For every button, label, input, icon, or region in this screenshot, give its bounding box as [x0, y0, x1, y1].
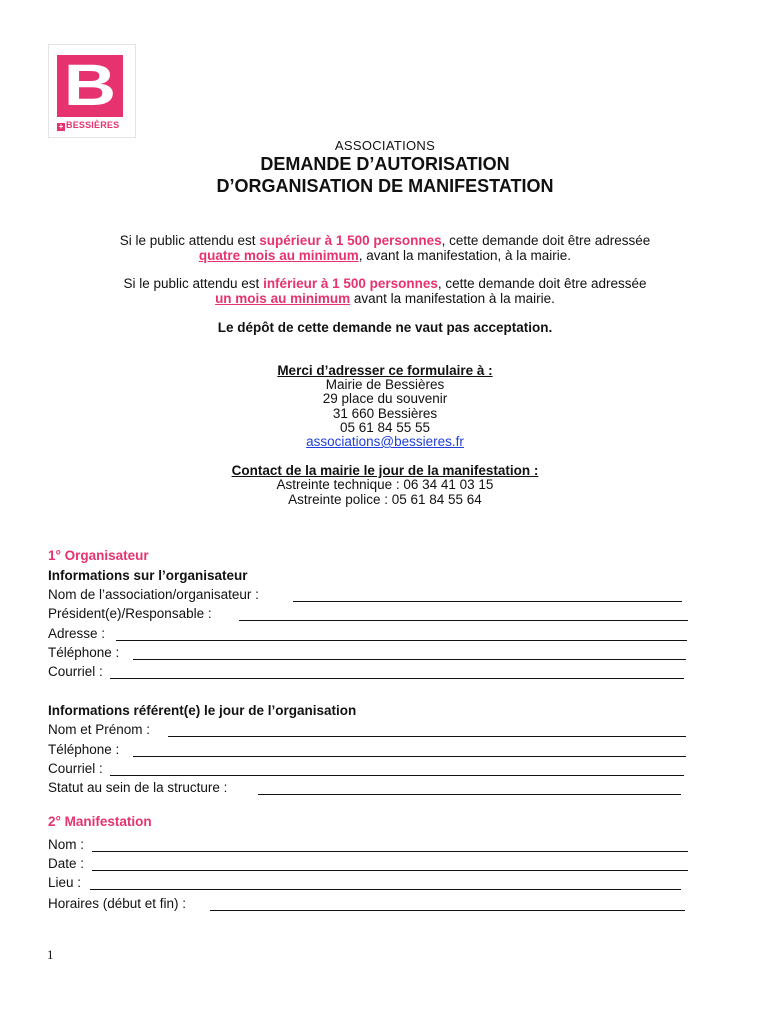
rule1-post: , cette demande doit être adressée — [441, 233, 651, 248]
title-line-2: D’ORGANISATION DE MANIFESTATION — [216, 176, 554, 196]
field-input-email[interactable] — [110, 678, 684, 679]
address-line: Mairie de Bessières — [325, 377, 445, 392]
logo-letter: B — [57, 55, 123, 117]
rule2-pre: Si le public attendu est — [123, 276, 264, 291]
field-label-phone: Téléphone : — [48, 645, 120, 660]
field-input-referent-phone[interactable] — [133, 756, 686, 757]
rule2-line1 — [0, 276, 770, 291]
rule1-deadline: quatre mois au minimum — [198, 248, 359, 263]
title-line-1: DEMANDE D’AUTORISATION — [260, 154, 510, 174]
rule2-post: , cette demande doit être adressée — [437, 276, 647, 291]
field-input-event-name[interactable] — [92, 851, 688, 852]
field-label-email: Courriel : — [48, 664, 103, 679]
field-label-president: Président(e)/Responsable : — [48, 606, 212, 621]
field-input-event-date[interactable] — [92, 870, 688, 871]
rule1-tail: , avant la manifestation, à la mairie. — [358, 248, 572, 263]
category-heading: ASSOCIATIONS — [334, 138, 436, 153]
address-line: 29 place du souvenir — [322, 391, 448, 406]
field-label-referent-status: Statut au sein de la structure : — [48, 780, 228, 795]
field-label-referent-phone: Téléphone : — [48, 742, 120, 757]
field-input-referent-email[interactable] — [110, 775, 684, 776]
field-label-event-date: Date : — [48, 856, 85, 871]
cross-icon: + — [58, 122, 64, 131]
bessieres-logo — [48, 44, 136, 138]
field-input-address[interactable] — [116, 640, 687, 641]
page-number: 1 — [47, 947, 54, 962]
field-label-association: Nom de l’association/organisateur : — [48, 587, 259, 602]
field-input-phone[interactable] — [133, 659, 686, 660]
address-line: 31 660 Bessières — [332, 406, 438, 421]
contact-line: Astreinte police : 05 61 84 55 64 — [288, 492, 482, 507]
rule1-highlight: supérieur à 1 500 personnes — [259, 233, 442, 248]
field-label-event-place: Lieu : — [48, 875, 82, 890]
field-input-referent-status[interactable] — [258, 794, 681, 795]
section2-title: 2° Manifestation — [48, 814, 152, 829]
field-input-president[interactable] — [239, 620, 688, 621]
field-input-referent-name[interactable] — [168, 736, 686, 737]
field-label-referent-name: Nom et Prénom : — [48, 722, 151, 737]
rule2-tail: avant la manifestation à la mairie. — [350, 291, 555, 306]
field-input-association[interactable] — [293, 601, 682, 602]
field-label-event-name: Nom : — [48, 837, 85, 852]
rule2-deadline: un mois au minimum — [215, 291, 351, 306]
rule1-pre: Si le public attendu est — [119, 233, 260, 248]
rule1-line1 — [0, 233, 770, 248]
field-input-event-hours[interactable] — [210, 910, 685, 911]
address-heading: Merci d’adresser ce formulaire à : — [277, 363, 493, 378]
field-input-event-place[interactable] — [90, 889, 681, 890]
email-link-row — [0, 434, 770, 449]
rule1-line2 — [0, 248, 770, 263]
field-label-referent-email: Courriel : — [48, 761, 103, 776]
contact-heading: Contact de la mairie le jour de la manifestation : — [231, 463, 539, 478]
contact-line: Astreinte technique : 06 34 41 03 15 — [276, 477, 494, 492]
email-link[interactable]: associations@bessieres.fr — [306, 434, 464, 449]
field-label-address: Adresse : — [48, 626, 106, 641]
rule2-highlight: inférieur à 1 500 personnes — [263, 276, 438, 291]
address-line: 05 61 84 55 55 — [339, 420, 431, 435]
rule2-line2 — [0, 291, 770, 306]
section1-subtitle: Informations sur l’organisateur — [48, 568, 248, 583]
notice-text: Le dépôt de cette demande ne vaut pas acceptation. — [217, 320, 553, 335]
section1-subtitle2: Informations référent(e) le jour de l’organisation — [48, 703, 357, 718]
section1-title: 1° Organisateur — [48, 548, 149, 563]
logo-name: + BESSIÈRES — [58, 120, 120, 131]
field-label-event-hours: Horaires (début et fin) : — [48, 896, 187, 911]
